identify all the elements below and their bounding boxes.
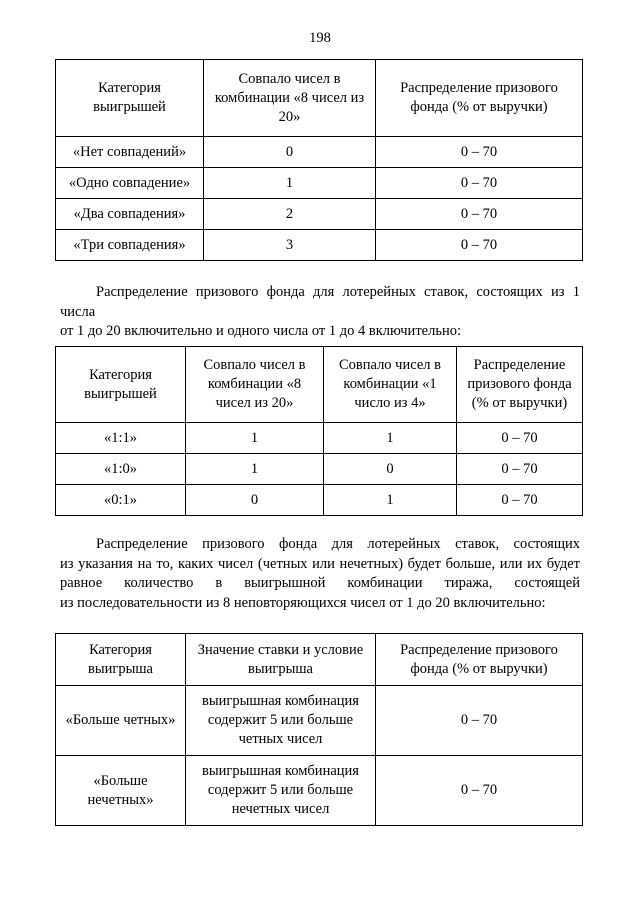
table-cell: «Больше четных»	[56, 686, 186, 756]
table-row	[56, 199, 583, 230]
table-header-row	[56, 60, 583, 137]
table-cell: 0 – 70	[376, 686, 583, 756]
table-cell: 1	[186, 423, 324, 454]
prize-table-even-odd	[55, 633, 583, 826]
table-cell: 1	[186, 454, 324, 485]
table-row	[56, 230, 583, 261]
table-cell: 0 – 70	[457, 423, 583, 454]
header-cell: Распределение призового фонда (% от выручки)	[376, 60, 583, 137]
header-cell: Категория выигрыша	[56, 634, 186, 686]
table-cell: 0	[186, 485, 324, 516]
header-cell: Значение ставки и условие выигрыша	[186, 634, 376, 686]
table-cell: 0 – 70	[376, 137, 583, 168]
prize-table-8-of-20-and-1-of-4	[55, 346, 583, 516]
header-cell: Распределение призового фонда (% от выручки)	[376, 634, 583, 686]
table-cell: 0 – 70	[376, 230, 583, 261]
table-cell: «1:0»	[56, 454, 186, 485]
table-cell: «Нет совпадений»	[56, 137, 204, 168]
header-cell: Распределение призового фонда (% от выручки)	[457, 347, 583, 423]
table-row	[56, 485, 583, 516]
table-row	[56, 423, 583, 454]
header-cell: Совпало чисел в комбинации «1 число из 4»	[324, 347, 457, 423]
table-cell: 0 – 70	[376, 756, 583, 826]
table-cell: «Три совпадения»	[56, 230, 204, 261]
table-cell: 1	[324, 423, 457, 454]
paragraph-intro-2	[60, 535, 580, 613]
table-cell: 1	[324, 485, 457, 516]
table-cell: 0 – 70	[376, 199, 583, 230]
table-cell: 0 – 70	[457, 485, 583, 516]
table-row	[56, 756, 583, 826]
paragraph-line: из последовательности из 8 неповторяющихся чисел от 1 до 20 включительно:	[60, 594, 546, 611]
table-row	[56, 454, 583, 485]
table-cell: 0 – 70	[457, 454, 583, 485]
paragraph-intro-1	[60, 283, 580, 342]
table-cell: «0:1»	[56, 485, 186, 516]
table-row	[56, 137, 583, 168]
paragraph-line: Распределение призового фонда для лотерейных ставок, состоящих	[96, 536, 580, 552]
header-cell: Категория выигрышей	[56, 60, 204, 137]
table-row	[56, 686, 583, 756]
paragraph-line: равное количество в выигрышной комбинации тиража, состоящей	[60, 575, 580, 591]
header-cell: Категория выигрышей	[56, 347, 186, 423]
table-cell: выигрышная комбинация содержит 5 или больше нечетных чисел	[186, 756, 376, 826]
table-header-row	[56, 634, 583, 686]
table-cell: 2	[204, 199, 376, 230]
table-cell: «Одно совпадение»	[56, 168, 204, 199]
table-cell: «Больше нечетных»	[56, 756, 186, 826]
table-cell: «Два совпадения»	[56, 199, 204, 230]
table-cell: 3	[204, 230, 376, 261]
paragraph-line: Распределение призового фонда для лотерейных ставок, состоящих из 1 числа	[60, 284, 580, 320]
table-cell: «1:1»	[56, 423, 186, 454]
table-cell: 0	[324, 454, 457, 485]
table-cell: 1	[204, 168, 376, 199]
table-row	[56, 168, 583, 199]
prize-table-8-of-20	[55, 59, 583, 261]
header-cell: Совпало чисел в комбинации «8 чисел из 20»	[204, 60, 376, 137]
page-number: 198	[309, 30, 331, 46]
table-header-row	[56, 347, 583, 423]
table-cell: выигрышная комбинация содержит 5 или больше четных чисел	[186, 686, 376, 756]
table-cell: 0 – 70	[376, 168, 583, 199]
paragraph-line: от 1 до 20 включительно и одного числа от 1 до 4 включительно:	[60, 323, 461, 339]
header-cell: Совпало чисел в комбинации «8 чисел из 20»	[186, 347, 324, 423]
paragraph-line: из указания на то, каких чисел (четных или нечетных) будет больше, или их будет	[60, 555, 580, 572]
table-cell: 0	[204, 137, 376, 168]
